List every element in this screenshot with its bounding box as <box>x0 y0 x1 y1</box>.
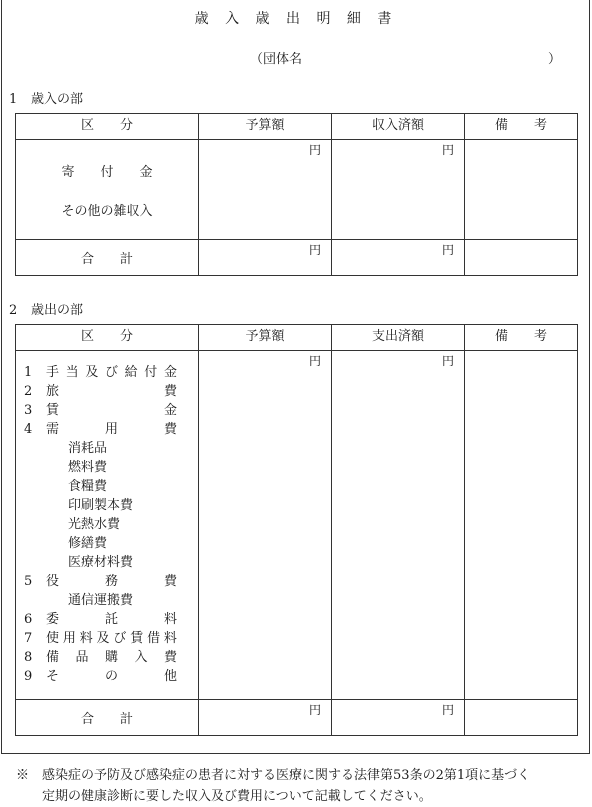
expense-item <box>24 629 177 648</box>
expense-item-label: 役 務 費 <box>46 574 177 589</box>
expense-subitem: 印刷製本費 <box>68 498 134 513</box>
expense-section-title: 歳出の部 <box>31 303 84 318</box>
income-header-remarks: 備 考 <box>465 114 578 140</box>
expense-item-number: 6 <box>24 612 33 627</box>
expense-item-number: 2 <box>24 384 33 399</box>
expense-item <box>24 420 177 439</box>
expense-item-number: 3 <box>24 403 33 418</box>
expense-item-label: 賃 金 <box>46 403 177 418</box>
expense-subitem: 修繕費 <box>68 536 108 551</box>
expense-item-label: 委 託 料 <box>46 612 177 627</box>
income-table <box>15 113 578 276</box>
expense-subitem: 食糧費 <box>68 479 108 494</box>
footnote-mark: ※ <box>16 768 30 783</box>
expense-item-label: 旅 費 <box>46 384 177 399</box>
expense-item-label: 需 用 費 <box>46 422 177 437</box>
income-header-category: 区 分 <box>16 114 199 140</box>
expense-item <box>24 401 177 420</box>
expense-subitem: 消耗品 <box>68 441 108 456</box>
expense-item <box>24 363 177 382</box>
organization-name-close: ） <box>548 52 562 67</box>
document-title: 歳 入 歳 出 明 細 書 <box>194 11 398 27</box>
expense-item-number: 9 <box>24 669 33 684</box>
income-header-received: 収入済額 <box>332 114 465 140</box>
expense-item-number: 7 <box>24 631 33 646</box>
expense-total-remarks-cell[interactable] <box>465 700 578 736</box>
income-remarks-cell[interactable] <box>465 140 578 240</box>
income-item-misc: その他の雑収入 <box>61 204 153 219</box>
expense-total-spent-cell[interactable]: 円 <box>332 700 465 736</box>
expense-header-category: 区 分 <box>16 325 199 351</box>
expense-header-remarks: 備 考 <box>465 325 578 351</box>
expense-item <box>24 572 177 591</box>
expense-section-number: 2 <box>9 303 18 318</box>
expense-spent-cell[interactable]: 円 <box>332 351 465 700</box>
expense-subitem: 通信運搬費 <box>68 593 134 608</box>
income-header-budget: 予算額 <box>199 114 332 140</box>
footnote <box>16 765 530 807</box>
footnote-line-1: 感染症の予防及び感染症の患者に対する医療に関する法律第53条の2第1項に基づく <box>42 768 531 783</box>
expense-item-number: 5 <box>24 574 33 589</box>
expense-total-label: 合 計 <box>16 700 199 736</box>
expense-budget-cell[interactable]: 円 <box>199 351 332 700</box>
income-section-title: 歳入の部 <box>31 92 84 107</box>
expense-item <box>24 610 177 629</box>
income-section-heading <box>9 88 83 107</box>
income-total-received-cell[interactable]: 円 <box>332 240 465 276</box>
expense-item-label: 備 品 購 入 費 <box>46 650 177 665</box>
expense-item-number: 1 <box>24 365 33 380</box>
income-total-budget-cell[interactable]: 円 <box>199 240 332 276</box>
expense-remarks-cell[interactable] <box>465 351 578 700</box>
expense-item-label: 使 用 料 及 び 賃 借 料 <box>46 631 177 646</box>
income-item-donations: 寄 付 金 <box>61 165 153 180</box>
income-items-cell <box>16 140 199 240</box>
expense-section-heading <box>9 299 83 318</box>
expense-header-spent: 支出済額 <box>332 325 465 351</box>
income-budget-cell[interactable]: 円 <box>199 140 332 240</box>
organization-name-label: （団体名 <box>250 52 303 67</box>
expense-item-label: そ の 他 <box>46 669 177 684</box>
expense-subitem: 燃料費 <box>68 460 108 475</box>
expense-item <box>24 382 177 401</box>
expense-table <box>15 324 578 736</box>
income-section-number: 1 <box>9 92 18 107</box>
expense-items-cell <box>16 351 199 700</box>
expense-item <box>24 667 177 686</box>
income-received-cell[interactable]: 円 <box>332 140 465 240</box>
income-total-label: 合 計 <box>16 240 199 276</box>
expense-item-number: 8 <box>24 650 33 665</box>
income-total-remarks-cell[interactable] <box>465 240 578 276</box>
footnote-line-2: 定期の健康診断に要した収入及び費用について記載してください。 <box>42 789 432 804</box>
expense-total-budget-cell[interactable]: 円 <box>199 700 332 736</box>
expense-item-label: 手 当 及 び 給 付 金 <box>46 365 177 380</box>
expense-subitem: 医療材料費 <box>68 555 134 570</box>
expense-item-number: 4 <box>24 422 33 437</box>
expense-header-budget: 予算額 <box>199 325 332 351</box>
expense-subitem: 光熱水費 <box>68 517 121 532</box>
expense-item <box>24 648 177 667</box>
